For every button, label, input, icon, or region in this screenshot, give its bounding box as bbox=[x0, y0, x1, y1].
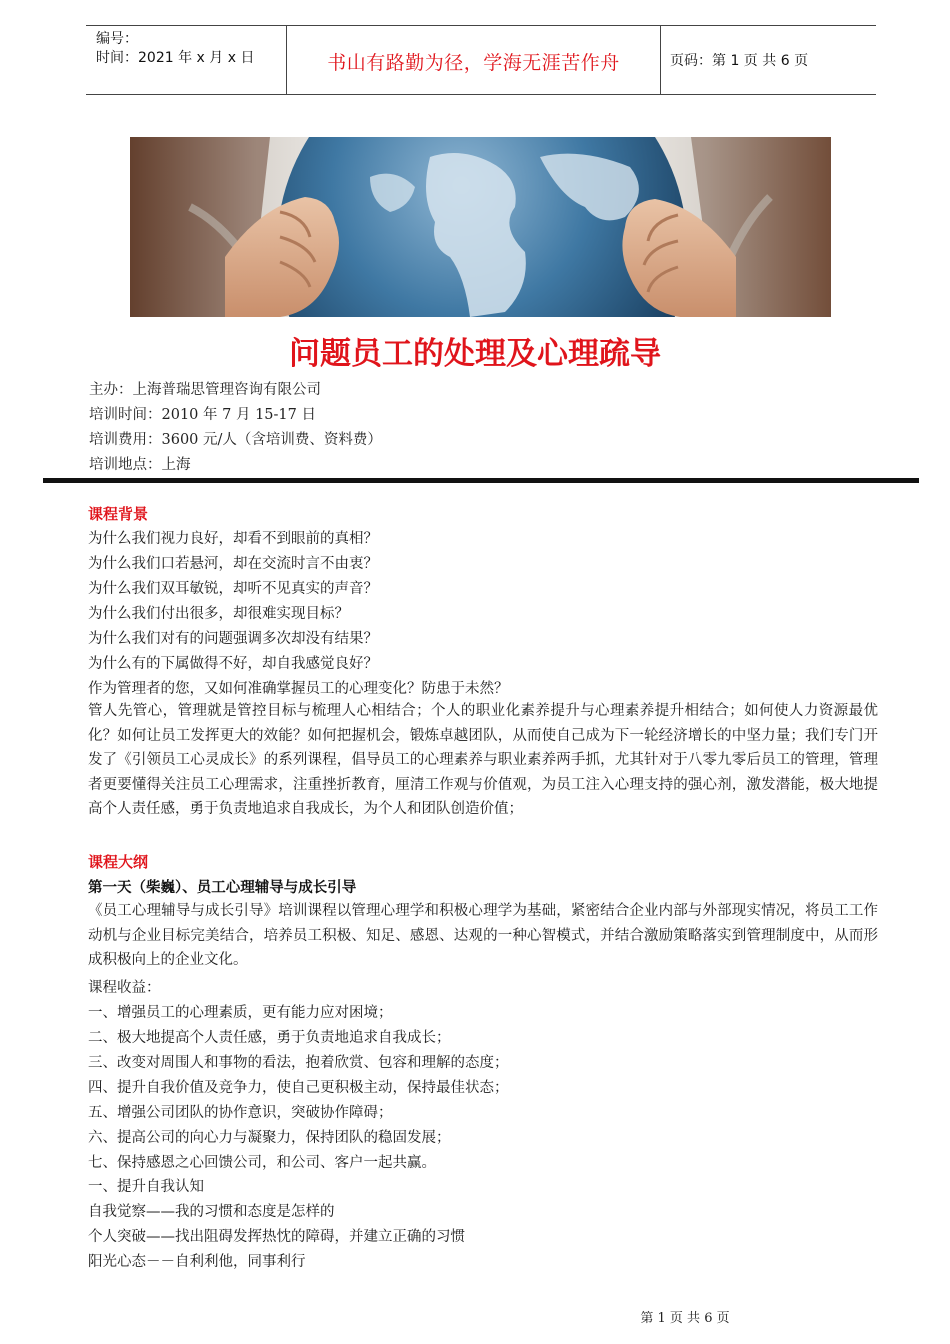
benefit-item: 七、保持感恩之心回馈公司，和公司、客户一起共赢。 bbox=[88, 1155, 436, 1171]
outline-heading: 课程大纲 bbox=[88, 853, 149, 871]
benefits-label: 课程收益： bbox=[88, 980, 161, 996]
page-footer: 第 1 页 共 6 页 bbox=[640, 1311, 730, 1326]
background-heading: 课程背景 bbox=[88, 505, 149, 523]
background-paragraph: 管人先管心，管理就是管控目标与梳理人心相结合；个人的职业化素养提升与心理素养提升相结合；如何使人力资源最优化？如何让员工发挥更大的效能？如何把握机会，锻炼卓越团队，从而使自己成为下一轮经济增长的中坚力量；我们专门开发了《引领员工心灵成长》的系列课程，倡导员工的心理素养与职业素养两手抓，尤其针对于八零九零后员工的管理，管理者更要懂得关注员工心理需求，注重挫折教育，厘清工作观与价值观，为员工注入心理支持的强心剂，激发潜能，极大地提高个人责任感，勇于负责地追求自我成长，为个人和团队创造价值； bbox=[88, 703, 878, 817]
section-divider bbox=[43, 478, 919, 483]
section-item: 自我觉察——我的习惯和态度是怎样的 bbox=[88, 1204, 335, 1220]
background-question: 为什么我们口若悬河，却在交流时言不由衷？ bbox=[88, 556, 378, 572]
globe-banner-image bbox=[130, 137, 831, 317]
background-question: 作为管理者的您，又如何准确掌握员工的心理变化？防患于未然？ bbox=[88, 681, 509, 697]
header-page-cell bbox=[660, 26, 876, 94]
benefit-item: 一、增强员工的心理素质，更有能力应对困境； bbox=[88, 1005, 393, 1021]
background-question: 为什么我们对有的问题强调多次却没有结果？ bbox=[88, 631, 378, 647]
document-header bbox=[86, 25, 876, 95]
doc-code: 编号： bbox=[96, 31, 138, 47]
day1-title: 第一天（柴巍）、员工心理辅导与成长引导 bbox=[88, 880, 357, 896]
background-question: 为什么我们付出很多，却很难实现目标？ bbox=[88, 606, 349, 622]
document-title: 问题员工的处理及心理疏导 bbox=[289, 336, 661, 372]
benefit-item: 六、提高公司的向心力与凝聚力，保持团队的稳固发展； bbox=[88, 1130, 451, 1146]
benefit-item: 五、增强公司团队的协作意识，突破协作障碍； bbox=[88, 1105, 393, 1121]
header-motto-cell bbox=[286, 26, 661, 94]
section-item: 个人突破——找出阻碍发挥热忱的障碍，并建立正确的习惯 bbox=[88, 1229, 465, 1245]
info-host: 主办：上海普瑞思管理咨询有限公司 bbox=[89, 382, 321, 398]
benefit-item: 二、极大地提高个人责任感，勇于负责地追求自我成长； bbox=[88, 1030, 451, 1046]
header-meta-cell bbox=[86, 26, 286, 94]
doc-time: 时间：2021 年 x 月 x 日 bbox=[96, 50, 255, 66]
hands-holding-globe-icon bbox=[130, 137, 831, 317]
section-item: 阳光心态－－自利利他，同事利行 bbox=[88, 1254, 306, 1270]
info-place: 培训地点：上海 bbox=[89, 457, 191, 473]
section-heading: 一、提升自我认知 bbox=[88, 1179, 204, 1195]
header-motto: 书山有路勤为径，学海无涯苦作舟 bbox=[327, 52, 620, 74]
background-question: 为什么我们双耳敏锐，却听不见真实的声音？ bbox=[88, 581, 378, 597]
day1-intro: 《员工心理辅导与成长引导》培训课程以管理心理学和积极心理学为基础，紧密结合企业内部与外部现实情况，将员工工作动机与企业目标完美结合，培养员工积极、知足、感恩、达观的一种心智模式，并结合激励策略落实到管理制度中，从而形成积极向上的企业文化。 bbox=[88, 903, 878, 968]
header-page-number: 页码：第 1 页 共 6 页 bbox=[670, 53, 809, 69]
background-question: 为什么我们视力良好，却看不到眼前的真相？ bbox=[88, 531, 378, 547]
info-fee: 培训费用：3600 元/人（含培训费、资料费） bbox=[89, 432, 382, 448]
benefit-item: 三、改变对周围人和事物的看法，抱着欣赏、包容和理解的态度； bbox=[88, 1055, 509, 1071]
background-question: 为什么有的下属做得不好，却自我感觉良好？ bbox=[88, 656, 378, 672]
info-date: 培训时间：2010 年 7 月 15-17 日 bbox=[89, 407, 316, 423]
benefit-item: 四、提升自我价值及竞争力，使自己更积极主动，保持最佳状态； bbox=[88, 1080, 509, 1096]
